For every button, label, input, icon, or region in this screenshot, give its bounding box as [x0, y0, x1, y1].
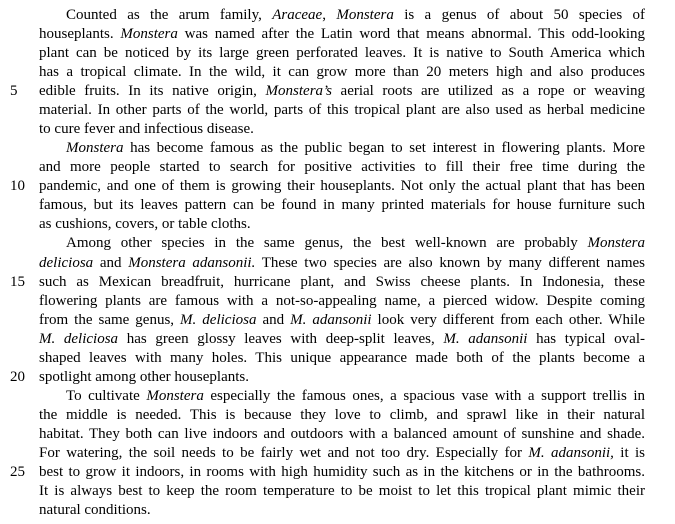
text-run: Counted as the arum family, [66, 7, 273, 23]
text-line [39, 292, 645, 311]
text-run: has a tropical climate. In the wild, it can grow more than 20 meters high and also produces [39, 64, 645, 81]
text-run: and [93, 254, 129, 271]
text-line [39, 120, 645, 139]
text-run: aerial roots are utilized as a rope or weaving [331, 83, 645, 100]
text-run: For watering, the soil needs to be fairly wet and not too dry. Especially for [39, 444, 529, 461]
text-line [39, 196, 645, 215]
text-run: best to grow it indoors, in rooms with high humidity such as in the kitchens or in the bathrooms. [39, 463, 645, 480]
text-line [39, 463, 645, 482]
text-line [39, 254, 645, 273]
text-run: was named after the Latin word that means abnormal. This odd-looking [177, 26, 645, 43]
text-line [39, 158, 645, 177]
italic-term: Monstera [120, 26, 178, 43]
text-run: has become famous as the public began to set interest in flowering plants. More [123, 140, 645, 157]
italic-term: Monstera’s [265, 83, 332, 100]
text-run: It is always best to keep the room temperature to be moist to let this tropical plant mimic their [39, 483, 645, 499]
text-run: has green glossy leaves with deep-split leaves, [118, 330, 444, 347]
line-number: 20 [10, 368, 25, 385]
italic-term: Araceae [272, 7, 323, 23]
text-run: To cultivate [66, 387, 147, 404]
text-line [39, 101, 645, 120]
text-run: plant can be noticed by its large green perforated leaves. It is native to South America which [39, 45, 645, 62]
text-run: such as Mexican breadfruit, hurricane plant, and Swiss cheese plants. In Indonesia, these [39, 273, 645, 290]
text-line [39, 425, 645, 444]
italic-term: Monstera [336, 7, 394, 23]
text-run: and [256, 311, 291, 328]
line-number: 10 [10, 178, 25, 195]
italic-term: Monstera [66, 140, 124, 157]
text-run: shaped leaves with many holes. This unique appearance made both of the plants become a [39, 349, 645, 366]
italic-term: Monstera [587, 235, 645, 252]
italic-term: M. adansonii, [528, 444, 614, 461]
text-run: look very different from each other. While [371, 311, 645, 328]
text-line [66, 234, 645, 253]
italic-term: M. adansonii [290, 311, 372, 328]
text-run: especially the famous ones, a spacious vase with a support trellis in [203, 387, 645, 404]
line-number: 15 [10, 273, 25, 290]
text-line [39, 177, 645, 196]
text-run: is a genus of about 50 species of [393, 7, 646, 23]
text-line [39, 330, 645, 349]
text-run: and more people started to search for positive activities to fill their free time during the [39, 159, 645, 176]
text-run: famous, but its leaves pattern can be found in many printed materials for house furniture such [39, 197, 645, 214]
text-run: Among other species in the same genus, the best well-known are probably [66, 235, 588, 252]
italic-term: M. deliciosa [39, 330, 119, 347]
text-run: spotlight among other houseplants. [39, 368, 249, 385]
italic-term: Monstera [146, 387, 204, 404]
text-run: it is [613, 444, 646, 461]
text-line [66, 6, 645, 25]
line-number: 5 [10, 83, 18, 100]
italic-term: M. adansonii [443, 330, 528, 347]
italic-term: deliciosa [39, 254, 94, 271]
text-line [39, 25, 645, 44]
text-line [39, 215, 645, 234]
text-line [39, 311, 645, 330]
text-run: from the same genus, [39, 311, 181, 328]
text-run: pandemic, and one of them is growing their houseplants. Not only the actual plant that has been [39, 178, 645, 195]
text-run: has typical oval- [527, 330, 645, 347]
text-run: These two species are also known by many different names [255, 254, 645, 271]
text-line [66, 387, 645, 406]
italic-term: Monstera adansonii. [128, 254, 256, 271]
text-run: to cure fever and infectious disease. [39, 121, 254, 138]
text-run: , [322, 7, 337, 23]
text-line [39, 44, 645, 63]
text-run: material. In other parts of the world, parts of this tropical plant are also used as herbal medicine [39, 102, 645, 119]
text-line [39, 63, 645, 82]
text-line [39, 444, 645, 463]
text-run: habitat. They both can live indoors and outdoors with a balanced amount of sunshine and shade. [39, 425, 645, 442]
text-run: as cushions, covers, or table cloths. [39, 216, 251, 233]
text-run: natural conditions. [39, 502, 151, 519]
text-run: flowering plants are famous with a not-so-appealing name, a pierced widow. Despite coming [39, 292, 645, 309]
text-run: houseplants. [39, 26, 121, 43]
text-run: the middle is needed. This is because they love to climb, and sprawl like in their natural [39, 406, 645, 423]
text-line [39, 406, 645, 425]
text-line [39, 368, 645, 387]
text-line [66, 139, 645, 158]
text-line [39, 482, 645, 501]
text-line [39, 501, 645, 520]
line-number: 25 [10, 463, 25, 480]
text-line [39, 82, 645, 101]
text-line [39, 273, 645, 292]
text-line [39, 349, 645, 368]
text-run: edible fruits. In its native origin, [39, 83, 266, 100]
italic-term: M. deliciosa [180, 311, 257, 328]
